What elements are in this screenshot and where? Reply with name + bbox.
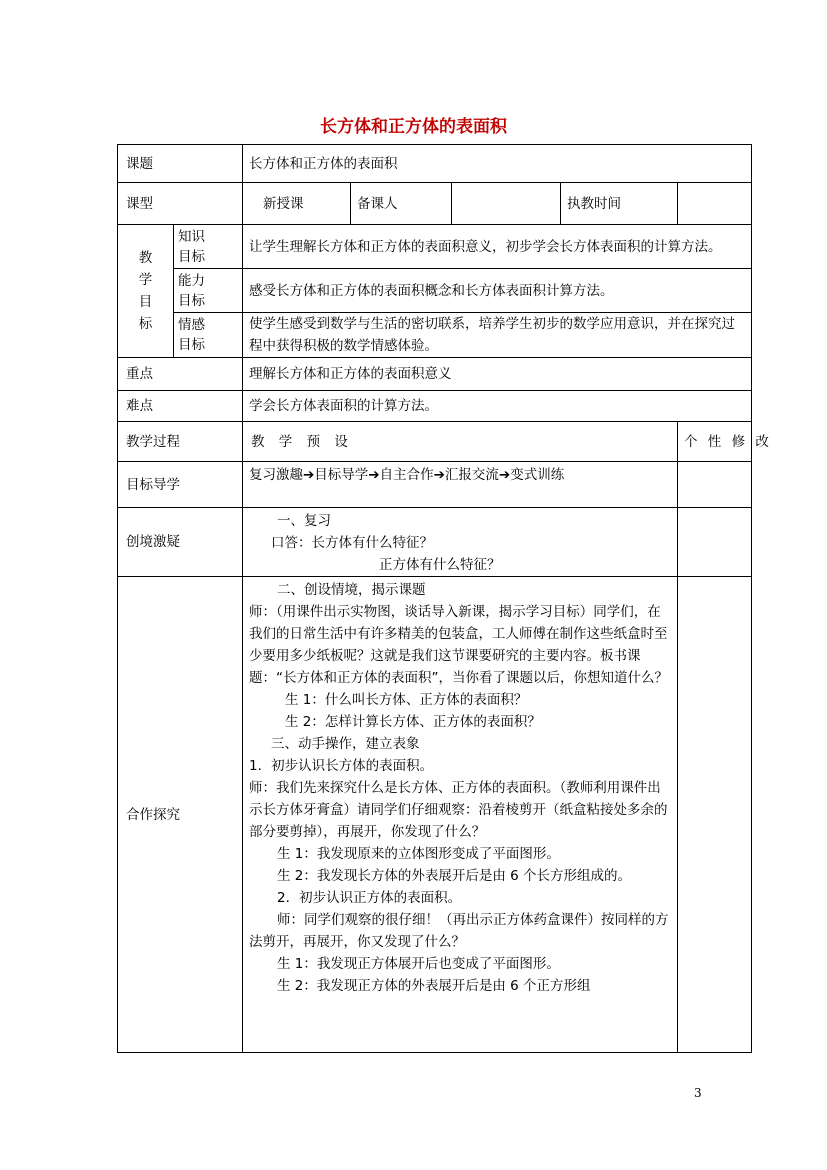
difficult-value: 学会长方体表面积的计算方法。 bbox=[243, 391, 752, 422]
page-number: 3 bbox=[694, 1086, 702, 1100]
coop-edit bbox=[678, 577, 752, 1053]
type-label: 课型 bbox=[118, 183, 243, 225]
coop-content: 二、创设情境，揭示课题 师：（用课件出示实物图，谈话导入新课，揭示学习目标）同学们，在我们的日常生活中有许多精美的包装盒，工人师傅在制作这些纸盒时至少要用多少纸板呢？这就是我们这节课要研究的主要内容。板书课题：“长方体和正方体的表面积”，当你看了课题以后，你想知道什么？ 生 1：什么叫长方体、正方体的表面积？ 生 2：怎样计算长方体、正方体的表面积？ 三、动手操作，建立表象 1．初步认识长方体的表面积。 师：我们先来探究什么是长方体、正方体的表面积。（教师利用课件出示长方体牙膏盒）请同学们仔细观察：沿着棱剪开（纸盒粘接处多余的部分要剪掉），再展开，你发现了什么？ 生 1：我发现原来的立体图形变成了平面图形。 生 2：我发现长方体的外表展开后是由 6 个长方形组成的。 2．初步认识正方体的表面积。 师：同学们观察的很仔细！（再出示正方体药盒课件）按同样的方法剪开，再展开，你又发现了什么？ 生 1：我发现正方体展开后也变成了平面图形。 生 2：我发现正方体的外表展开后是由 6 个正方形组 bbox=[243, 577, 678, 1053]
document-title: 长方体和正方体的表面积 bbox=[320, 117, 507, 137]
row-type bbox=[118, 183, 752, 225]
lesson-label: 课题 bbox=[118, 145, 243, 183]
lesson-value: 长方体和正方体的表面积 bbox=[243, 145, 752, 183]
type-value: 新授课 bbox=[243, 183, 351, 225]
time-value bbox=[678, 183, 752, 225]
key-label: 重点 bbox=[118, 358, 243, 391]
row-goal-knowledge bbox=[118, 225, 752, 269]
preparer-label: 备课人 bbox=[351, 183, 452, 225]
row-goal-emotion bbox=[118, 313, 752, 358]
row-coop bbox=[118, 577, 752, 1053]
scene-edit bbox=[678, 508, 752, 577]
row-process-header bbox=[118, 422, 752, 462]
guide-edit bbox=[678, 462, 752, 508]
goal-ability-label: 能力 目标 bbox=[174, 269, 243, 313]
key-value: 理解长方体和正方体的表面积意义 bbox=[243, 358, 752, 391]
row-difficult bbox=[118, 391, 752, 422]
lesson-plan-table bbox=[117, 144, 769, 1053]
goal-ability-text: 感受长方体和正方体的表面积概念和长方体表面积计算方法。 bbox=[243, 269, 752, 313]
process-plan: 教 学 预 设 bbox=[243, 422, 678, 462]
time-label: 执教时间 bbox=[561, 183, 678, 225]
row-scene bbox=[118, 508, 752, 577]
guide-value: 复习激趣➔目标导学➔自主合作➔汇报交流➔变式训练 bbox=[243, 462, 678, 508]
process-label: 教学过程 bbox=[118, 422, 243, 462]
difficult-label: 难点 bbox=[118, 391, 243, 422]
row-guide bbox=[118, 462, 752, 508]
goal-knowledge-text: 让学生理解长方体和正方体的表面积意义，初步学会长方体表面积的计算方法。 bbox=[243, 225, 752, 269]
scene-label: 创境激疑 bbox=[118, 508, 243, 577]
row-lesson bbox=[118, 145, 752, 183]
scene-content: 一、复习 口答：长方体有什么特征？ 正方体有什么特征？ bbox=[243, 508, 678, 577]
row-goal-ability bbox=[118, 269, 752, 313]
coop-label: 合作探究 bbox=[118, 577, 243, 1053]
process-edit: 个 性 修 改 bbox=[678, 422, 752, 462]
row-key bbox=[118, 358, 752, 391]
goal-knowledge-label: 知识 目标 bbox=[174, 225, 243, 269]
goals-label: 教 学 目 标 bbox=[118, 225, 174, 358]
guide-label: 目标导学 bbox=[118, 462, 243, 508]
goal-emotion-label: 情感 目标 bbox=[174, 313, 243, 358]
preparer-value bbox=[452, 183, 561, 225]
goal-emotion-text: 使学生感受到数学与生活的密切联系，培养学生初步的数学应用意识，并在探究过程中获得积极的数学情感体验。 bbox=[243, 313, 752, 358]
